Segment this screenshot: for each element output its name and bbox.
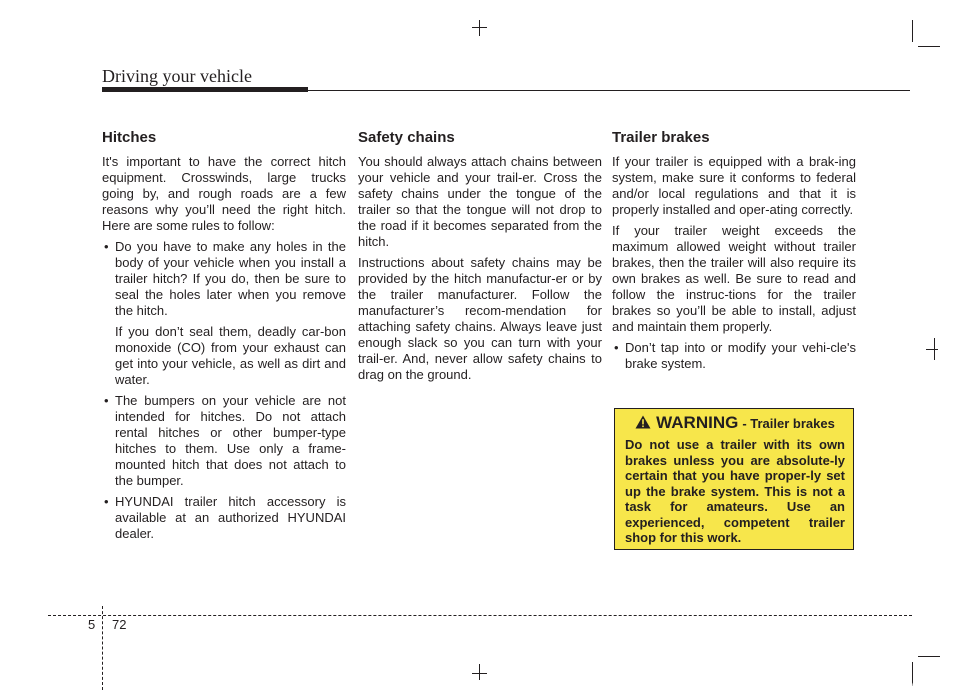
warning-title: WARNING [656,413,739,432]
safety-chains-para-1: You should always attach chains between your vehicle and your trail-er. Cross the safety chains under the tongue of the trailer so that the tongue will not drop to the road if it becomes separated from the hitch. [358,154,602,249]
hitches-bullet-1-continued: If you don’t seal them, deadly car-bon monoxide (CO) from your exhaust can get into your vehicle, as well as dirt and water. [115,324,346,387]
crop-mark-bottom-center-bar [472,673,487,674]
hitches-bullet-3: • HYUNDAI trailer hitch accessory is available at an authorized HYUNDAI dealer. [104,494,346,541]
crop-mark-bottom-center-v [479,664,480,680]
safety-chains-para-2: Instructions about safety chains may be provided by the hitch manufactur-er or by the trailer manufacturer. Follow the manufacturer’s recom-mendation for attaching safety chains. Always leave just enough slack so you can turn with your trail-er. And, never allow safety chains to drag on the ground. [358,255,602,382]
bullet-dot: • [104,393,109,408]
bullet-dot: • [104,239,109,254]
warning-body: Do not use a trailer with its own brakes unless you are absolute-ly certain that you have proper-ly set up the brake system. This is not a task for amateurs. Use an experienced, competent trailer shop for this work. [625,437,845,545]
page-number: 72 [112,617,127,632]
trailer-brakes-section [612,128,856,377]
hitches-bullet-1: • Do you have to make any holes in the body of your vehicle when you install a trailer hitch? If you do, then be sure to seal the holes later when you remove the hitch. [104,239,346,318]
safety-chains-section [358,128,602,388]
warning-header [625,413,845,433]
watermark: carmanualsonline.info [735,674,958,697]
hitches-intro: It's important to have the correct hitch equipment. Crosswinds, large trucks going by, and rough roads are a few reasons why you’ll need the right hitch. Here are some rules to follow: [102,154,346,233]
bullet-dot: • [104,494,109,509]
crop-mark-bottom-right-h [918,656,940,657]
trailer-brakes-para-1: If your trailer is equipped with a brak-ing system, make sure it conforms to federal and/or local regulations and that it is properly installed and oper-ating correctly. [612,154,856,217]
trailer-brakes-bullet-1: • Don’t tap into or modify your vehi-cle's brake system. [614,340,856,371]
hitches-section [102,128,346,547]
hitches-bullet-2: • The bumpers on your vehicle are not intended for hitches. Do not attach rental hitches or other bumper-type hitches to them. Use only a frame-mounted hitch that does not attach to the bumper. [104,393,346,488]
crop-mark-top-right-h [918,46,940,47]
header-rule-accent [102,87,308,92]
footer-divider [102,606,103,690]
crop-mark-right-center-h [926,349,938,350]
safety-chains-heading: Safety chains [358,129,455,146]
chapter-number: 5 [88,617,96,632]
crop-mark-top-center-bar [472,27,487,28]
crop-mark-top-center [479,20,480,36]
warning-subtitle: - Trailer brakes [742,416,835,431]
trailer-brakes-para-2: If your trailer weight exceeds the maximum allowed weight without trailer brakes, then the trailer will also require its own brakes as well. Be sure to read and follow the instruc-tions for the trailer brakes so you’ll be able to install, adjust and maintain them properly. [612,223,856,334]
hitches-heading: Hitches [102,129,157,146]
bullet-dot: • [614,340,619,355]
footer-rule [48,615,912,616]
warning-box [614,408,854,550]
trailer-brakes-heading: Trailer brakes [612,129,710,146]
crop-mark-top-right-v [912,20,913,42]
page-header-title: Driving your vehicle [102,66,252,86]
warning-triangle-icon [635,415,651,429]
